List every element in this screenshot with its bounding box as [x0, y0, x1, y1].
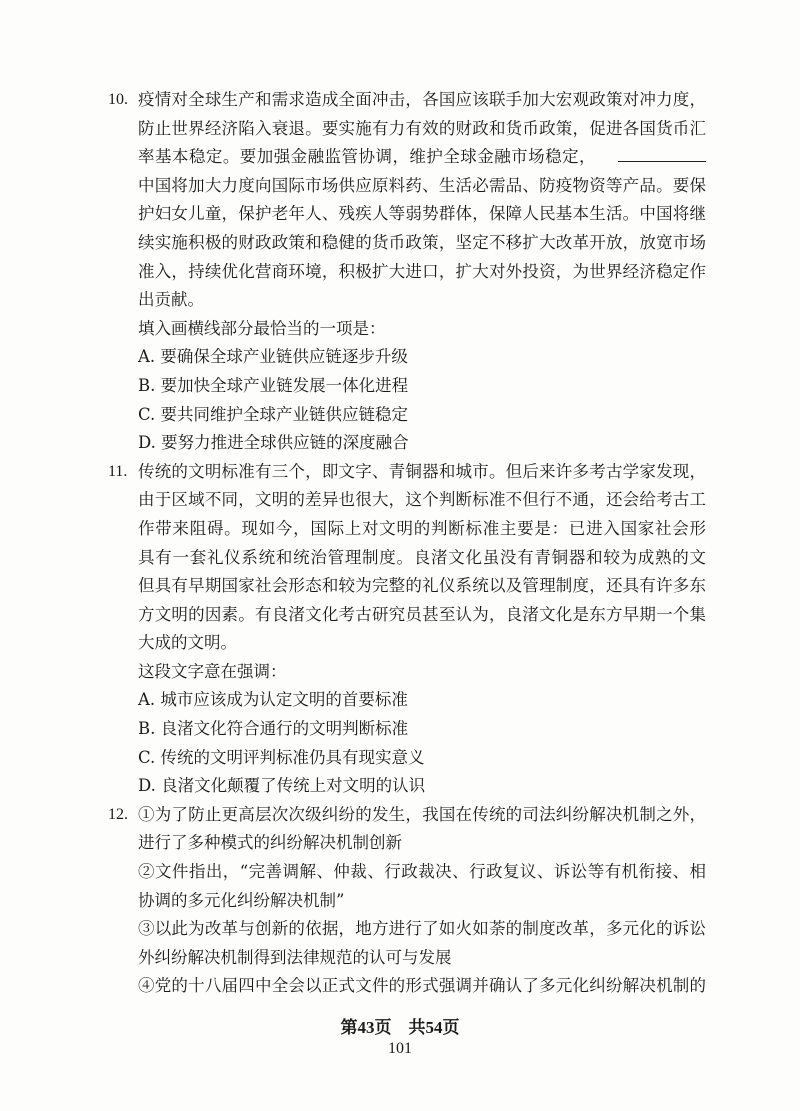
option-a: A. 要确保全球产业链供应链逐步升级 — [138, 347, 408, 367]
question-text-line: 作带来阻碍。现如今，国际上对文明的判断标准主要是：已进入国家社会形 — [138, 518, 706, 538]
question-number: 11. — [108, 462, 128, 480]
question-text-line: 但具有早期国家社会形态和较为完整的礼仪系统以及管理制度，还具有许多东 — [138, 576, 706, 596]
fill-in-blank — [618, 147, 706, 162]
question-prompt: 填入画横线部分最恰当的一项是： — [138, 318, 386, 338]
statement-4-line: ④党的十八届四中全会以正式文件的形式强调并确认了多元化纠纷解决机制的 — [138, 976, 706, 996]
question-text-line: 由于区域不同，文明的差异也很大，这个判断标准不但行不通，还会给考古工 — [138, 490, 706, 510]
question-text-line: 传统的文明标准有三个，即文字、青铜器和城市。但后来许多考古学家发现， — [138, 461, 706, 481]
question-text-line: 具有一套礼仪系统和统治管理制度。良渚文化虽没有青铜器和较为成熟的文 — [138, 547, 706, 567]
question-text-line-with-blank — [138, 143, 706, 172]
question-text-line: 护妇女儿童，保护老年人、残疾人等弱势群体，保障人民基本生活。中国将继 — [138, 204, 706, 224]
option-c: C. 传统的文明评判标准仍具有现实意义 — [138, 747, 425, 767]
question-10 — [108, 86, 706, 458]
statement-2-line: 协调的多元化纠纷解决机制” — [138, 890, 345, 910]
question-text-line: 疫情对全球生产和需求造成全面冲击，各国应该联手加大宏观政策对冲力度， — [138, 90, 706, 109]
statement-2-line: ②文件指出，“完善调解、仲裁、行政裁决、行政复议、诉讼等有机衔接、相 — [138, 862, 706, 882]
page-number: 101 — [388, 1040, 412, 1057]
option-c: C. 要共同维护全球产业链供应链稳定 — [138, 404, 409, 424]
statement-1-line: 进行了多种模式的纠纷解决机制创新 — [138, 833, 402, 853]
question-text: 率基本稳定。要加强金融监管协调，维护全球金融市场稳定， — [138, 147, 596, 167]
question-text-line: 准入，持续优化营商环境，积极扩大进口，扩大对外投资，为世界经济稳定作 — [138, 261, 706, 281]
option-a: A. 城市应该成为认定文明的首要标准 — [138, 690, 408, 710]
option-d: D. 要努力推进全球供应链的深度融合 — [138, 433, 409, 453]
document-body — [108, 86, 706, 1001]
question-text-line: 中国将加大力度向国际市场供应原料药、生活必需品、防疫物资等产品。要保 — [138, 175, 706, 195]
question-text-line: 防止世界经济陷入衰退。要实施有力有效的财政和货币政策，促进各国货币汇 — [138, 118, 706, 138]
question-text-line: 方文明的因素。有良渚文化考古研究员甚至认为，良渚文化是东方早期一个集 — [138, 604, 706, 624]
option-b: B. 要加快全球产业链发展一体化进程 — [138, 375, 409, 395]
question-prompt: 这段文字意在强调： — [138, 661, 287, 681]
statement-1-line: ①为了防止更高层次次级纠纷的发生，我国在传统的司法纠纷解决机制之外， — [138, 804, 706, 824]
question-text-line: 大成的文明。 — [138, 633, 237, 653]
question-text-line: 续实施积极的财政政策和稳健的货币政策，坚定不移扩大改革开放，放宽市场 — [138, 232, 706, 252]
option-b: B. 良渚文化符合通行的文明判断标准 — [138, 719, 409, 739]
question-number: 12. — [108, 805, 128, 823]
statement-3-line: ③以此为改革与创新的依据，地方进行了如火如荼的制度改革，多元化的诉讼 — [138, 919, 706, 939]
page-label: 第43页 共54页 — [340, 1018, 460, 1037]
question-text-line: 出贡献。 — [138, 290, 204, 310]
statement-3-line: 外纠纷解决机制得到法律规范的认可与发展 — [138, 947, 452, 967]
question-11 — [108, 458, 706, 801]
question-12 — [108, 801, 706, 1001]
question-number: 10. — [108, 91, 128, 108]
option-d: D. 良渚文化颠覆了传统上对文明的认识 — [138, 776, 426, 796]
